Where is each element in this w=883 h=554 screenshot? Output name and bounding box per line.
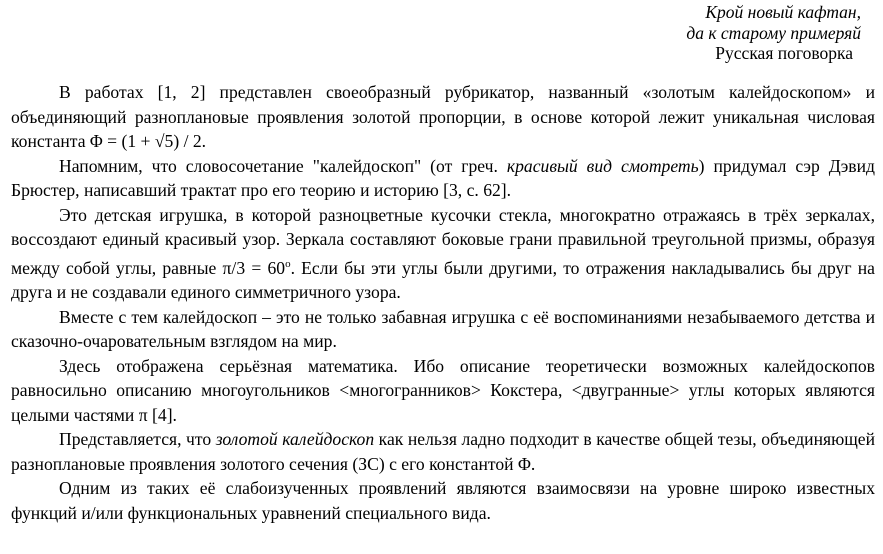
paragraph-2-text-a: Напомним, что словосочетание "калейдоскоп" (от греч.	[59, 155, 507, 176]
paragraph-2-text-b: ) придумал сэр Дэвид Брюстер, написавший трактат про его теорию и историю [3, с. 62].	[11, 155, 875, 200]
phi-symbol: Φ	[517, 453, 531, 474]
body-text	[11, 80, 875, 525]
paragraph-7-text: Одним из таких её слабоизученных проявлений являются взаимосвязи на уровне широко известных функций и/или функциональных уравнений специального вида.	[11, 478, 875, 523]
paragraph-4-text: Вместе с тем калейдоскоп – это не только забавная игрушка с её воспоминаниями незабываемого детства и сказочно-очаровательным взглядом на мир.	[11, 306, 875, 351]
paragraph-3-text-b: . Если бы эти углы были другими, то отражения накладывались бы друг на друга и не создавали единого симметричного узора.	[11, 257, 875, 302]
angle-formula	[223, 258, 291, 278]
degree-sign: o	[285, 257, 291, 270]
paragraph-2	[11, 154, 875, 203]
epigraph-line-1: Крой новый кафтан,	[705, 2, 861, 22]
paragraph-5-text-b: [4].	[147, 404, 177, 425]
golden-ratio-formula: Φ = (1 + √5) / 2	[89, 131, 202, 151]
paragraph-2-italic: красивый вид смотреть	[506, 155, 699, 176]
paragraph-3-text-a: Это детская игрушка, в которой разноцветные кусочки стекла, многократно отражаясь в трёх зеркалах, воссоздают единый красивый узор. Зеркала составляют боковые грани правильной треугольной призмы, образуя между собой углы, равные	[11, 204, 875, 278]
pi-symbol: π	[138, 404, 148, 425]
paragraph-1-end: .	[201, 131, 207, 151]
paragraph-6-text-a: Представляется, что	[59, 429, 216, 449]
paragraph-6-italic: золотой калейдоскоп	[215, 429, 375, 449]
paragraph-5	[11, 354, 875, 428]
epigraph	[686, 2, 861, 64]
paragraph-5-text-a: Здесь отображена серьёзная математика. Ибо описание теоретически возможных калейдоскопов равносильно описанию многоугольников <многогранников> Кокстера, <двугранные> углы которых являются целыми частями	[11, 355, 875, 425]
paragraph-6-text-b: как нельзя ладно подходит в качестве общей тезы, объединяющей разноплановые проявления золотого сечения (ЗС) с его константой	[11, 429, 875, 474]
paragraph-6	[11, 427, 875, 476]
epigraph-source: Русская поговорка	[715, 43, 853, 63]
paragraph-1-text: В работах [1, 2] представлен своеобразный рубрикатор, названный «золотым калейдоскопом» и объединяющий разноплановые проявления золотой пропорции, в основе которой лежит уникальная числовая константа	[11, 82, 875, 151]
paragraph-4	[11, 305, 875, 354]
paragraph-7	[11, 476, 875, 525]
angle-formula-text: π/3 = 60	[222, 257, 286, 278]
paragraph-6-end: .	[530, 453, 536, 474]
paragraph-3	[11, 203, 875, 305]
epigraph-line-2: да к старому примеряй	[686, 22, 861, 43]
paragraph-1	[11, 80, 875, 154]
